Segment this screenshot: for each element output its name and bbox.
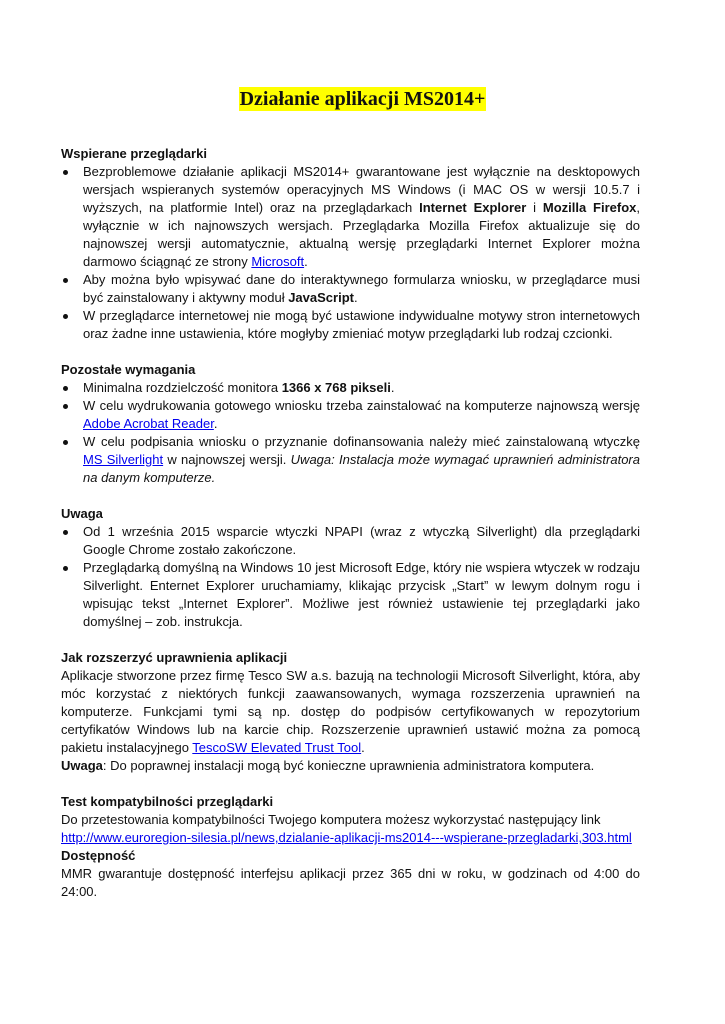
bullet-list <box>61 379 640 487</box>
list-item <box>61 379 640 397</box>
list-item <box>61 523 640 559</box>
paragraph <box>61 865 640 901</box>
link[interactable]: Microsoft <box>251 254 305 269</box>
section-heading: Dostępność <box>61 848 136 863</box>
paragraph <box>61 757 640 775</box>
section <box>61 793 640 847</box>
bold-text: Mozilla Firefox <box>542 200 637 215</box>
bold-text: Uwaga <box>61 758 103 773</box>
section-heading: Pozostałe wymagania <box>61 362 196 377</box>
section-heading: Uwaga <box>61 506 103 521</box>
bold-text: 1366 x 768 pikseli <box>281 380 391 395</box>
paragraph <box>61 829 640 847</box>
text: w najnowszej wersji. <box>163 452 291 467</box>
link[interactable]: MS Silverlight <box>83 452 164 467</box>
document-body <box>61 145 640 919</box>
text: W celu podpisania wniosku o przyznanie dofinansowania należy mieć zainstalowaną wtyczkę <box>83 434 640 449</box>
text: W przeglądarce internetowej nie mogą być ustawione indywidualne motywy stron internetowych oraz żadne inne ustawienia, które mogłyby zmieniać motyw przeglądarki lub rodzaj czcionki. <box>83 308 640 341</box>
section-heading: Jak rozszerzyć uprawnienia aplikacji <box>61 650 288 665</box>
section <box>61 361 640 487</box>
link[interactable]: Adobe Acrobat Reader <box>83 416 214 431</box>
list-item <box>61 433 640 487</box>
text: Aby można było wpisywać dane do interaktywnego formularza wniosku, w przeglądarce musi być zainstalowany i aktywny moduł <box>83 272 640 305</box>
list-item <box>61 307 640 343</box>
title-wrap <box>0 86 725 112</box>
paragraph <box>61 667 640 757</box>
text: Bezproblemowe działanie aplikacji MS2014+ gwarantowane jest wyłącznie na desktopowych wersjach wspieranych systemów operacyjnych MS Windows (i MAC OS w wersji 10.5.7 i wyższych, na platformie Intel) oraz na przeglądarkach <box>83 164 640 215</box>
bold-text: JavaScript <box>288 290 354 305</box>
link[interactable]: TescoSW Elevated Trust Tool <box>192 740 362 755</box>
text: . <box>361 740 365 755</box>
text: . <box>390 380 395 395</box>
text: Aplikacje stworzone przez firmę Tesco SW a.s. bazują na technologii Microsoft Silverlight, która, aby móc korzystać z niektórych funkcji zaawansowanych, wymaga rozszerzenia uprawnień na komputerze. Funkcjami tymi są np. dostęp do podpisów certyfikowanych w repozytorium certyfikatów Windows lub na karcie chip. Rozszerzenie uprawnień ustawić można za pomocą pakietu instalacyjnego <box>61 668 640 755</box>
list-item <box>61 163 640 271</box>
section <box>61 649 640 775</box>
text: . <box>353 290 358 305</box>
text: , wyłącznie w ich najnowszych wersjach. Przeglądarka Mozilla Firefox aktualizuje się do najnowszej wersji automatycznie, aktualną wersję przeglądarki Internet Explorer można darmowo ściągnąć ze strony <box>83 200 641 269</box>
bullet-list <box>61 163 640 343</box>
bullet-list <box>61 523 640 631</box>
text: : Do poprawnej instalacji mogą być konieczne uprawnienia administratora komputera. <box>102 758 595 773</box>
text: . <box>213 416 218 431</box>
list-item <box>61 397 640 433</box>
text: Minimalna rozdzielczość monitora <box>83 380 282 395</box>
text: Do przetestowania kompatybilności Twojego komputera możesz wykorzystać następujący link <box>61 812 601 827</box>
list-item <box>61 271 640 307</box>
document-title: Działanie aplikacji MS2014+ <box>239 88 486 110</box>
paragraph <box>61 811 640 829</box>
text: W celu wydrukowania gotowego wniosku trzeba zainstalować na komputerze najnowszą wersję <box>83 398 640 413</box>
text: Od 1 września 2015 wsparcie wtyczki NPAPI (wraz z wtyczką Silverlight) dla przeglądarki Google Chrome zostało zakończone. <box>83 524 640 557</box>
bold-text: Internet Explorer <box>419 200 527 215</box>
section-heading: Test kompatybilności przeglądarki <box>61 794 274 809</box>
italic-note: Uwaga: Instalacja może wymagać uprawnień administratora na danym komputerze. <box>83 452 640 485</box>
text: . <box>304 254 308 269</box>
text: Przeglądarką domyślną na Windows 10 jest Microsoft Edge, który nie wspiera wtyczek w rodzaju Silverlight. Enternet Explorer uruchamiamy, klikając przycisk „Start” w lewym dolnym rogu i wpisując tekst „Internet Explorer”. Możliwe jest również ustawienie tej przeglądarki jako domyślnej – zob. instrukcja. <box>83 560 640 629</box>
section-heading: Wspierane przeglądarki <box>61 146 207 161</box>
list-item <box>61 559 640 631</box>
section <box>61 145 640 343</box>
link[interactable]: http://www.euroregion-silesia.pl/news,dzialanie-aplikacji-ms2014---wspierane-przegladarki,303.html <box>61 830 632 845</box>
section <box>61 505 640 631</box>
section <box>61 847 640 901</box>
text: i <box>526 200 543 215</box>
text: MMR gwarantuje dostępność interfejsu aplikacji przez 365 dni w roku, w godzinach od 4:00 do 24:00. <box>61 866 640 899</box>
